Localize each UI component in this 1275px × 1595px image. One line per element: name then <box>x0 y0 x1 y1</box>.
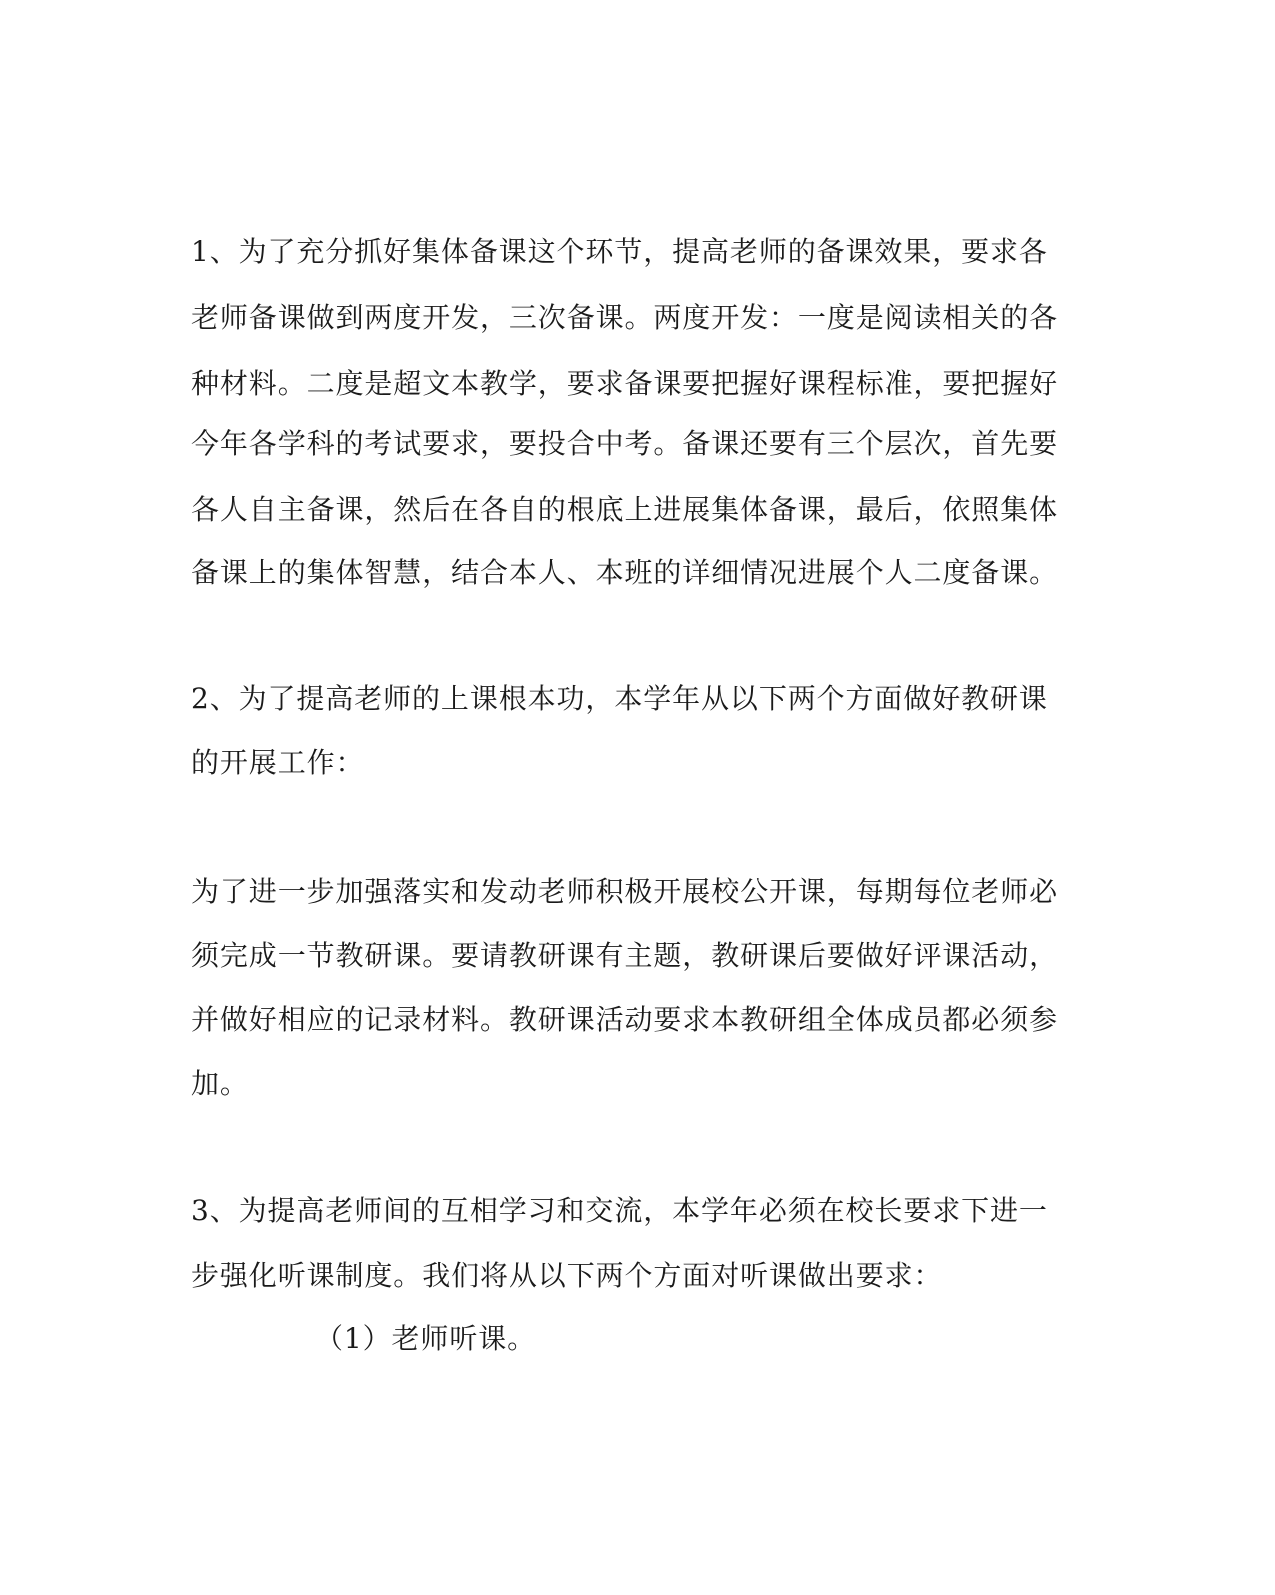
paragraph-1-line-1: 1、为了充分抓好集体备课这个环节，提高老师的备课效果，要求各 <box>191 235 1048 268</box>
paragraph-4-line-1: 3、为提高老师间的互相学习和交流，本学年必须在校长要求下进一 <box>191 1194 1048 1227</box>
paragraph-4-line-2: 步强化听课制度。我们将从以下两个方面对听课做出要求： <box>191 1259 943 1292</box>
paragraph-1-line-3: 种材料。二度是超文本教学，要求备课要把握好课程标准，要把握好 <box>191 367 1059 400</box>
paragraph-2-line-2: 的开展工作： <box>191 746 365 779</box>
paragraph-3-line-2: 须完成一节教研课。要请教研课有主题，教研课后要做好评课活动， <box>191 939 1059 972</box>
paragraph-1-line-4: 今年各学科的考试要求，要投合中考。备课还要有三个层次，首先要 <box>191 427 1059 460</box>
paragraph-3-line-1: 为了进一步加强落实和发动老师积极开展校公开课，每期每位老师必 <box>191 875 1059 908</box>
paragraph-2-line-1: 2、为了提高老师的上课根本功，本学年从以下两个方面做好教研课 <box>191 682 1048 715</box>
paragraph-1-line-2: 老师备课做到两度开发，三次备课。两度开发：一度是阅读相关的各 <box>191 301 1059 334</box>
paragraph-1-line-5: 各人自主备课，然后在各自的根底上进展集体备课，最后，依照集体 <box>191 493 1059 526</box>
paragraph-1-line-6: 备课上的集体智慧，结合本人、本班的详细情况进展个人二度备课。 <box>191 556 1059 589</box>
paragraph-3-line-3: 并做好相应的记录材料。教研课活动要求本教研组全体成员都必须参 <box>191 1003 1059 1036</box>
sub-item-1: （1）老师听课。 <box>315 1322 537 1355</box>
paragraph-3-line-4: 加。 <box>191 1067 249 1100</box>
